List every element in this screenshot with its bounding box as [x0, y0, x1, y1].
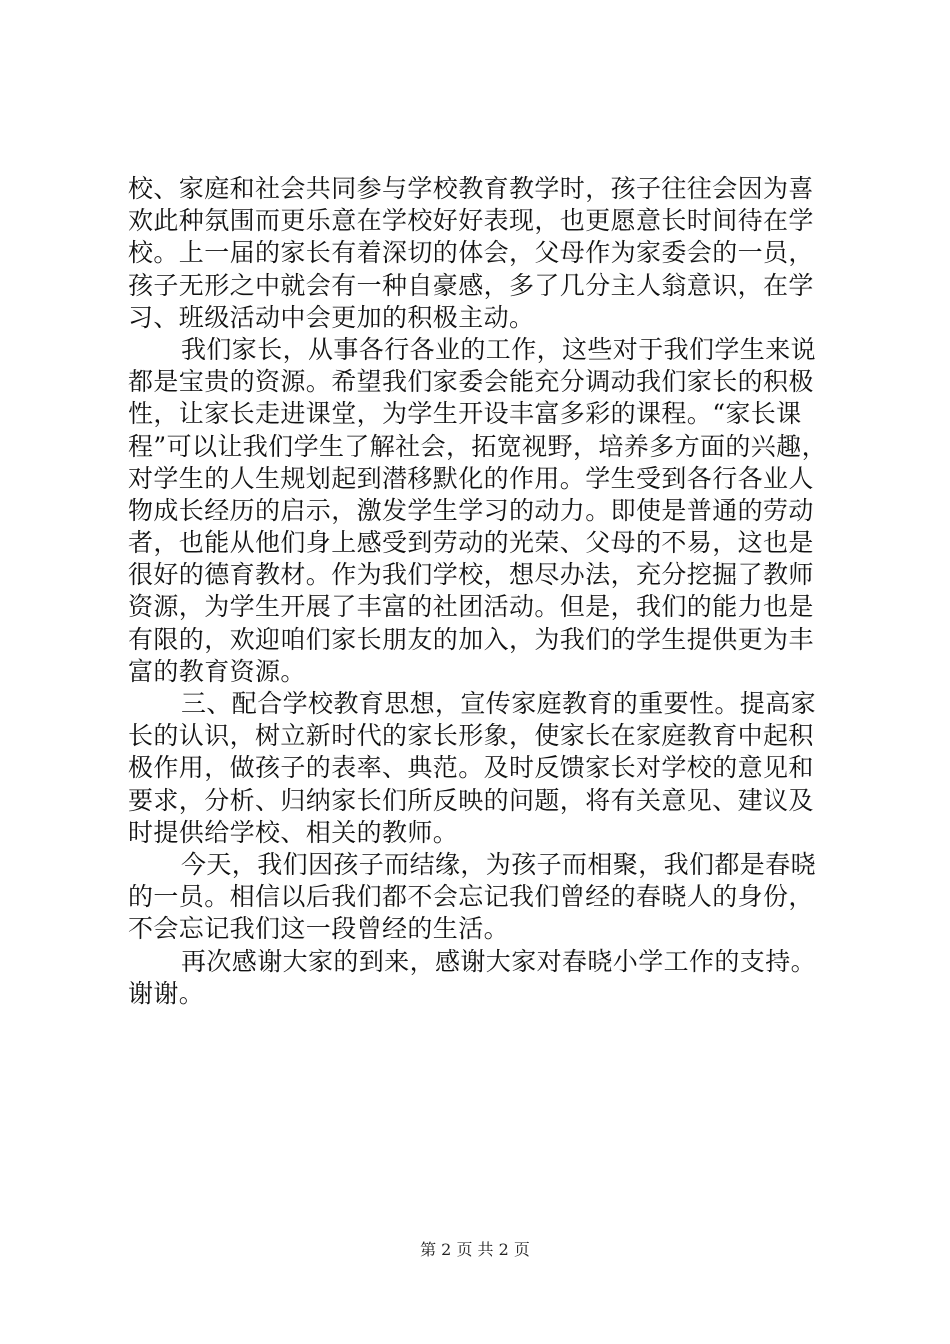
text-line: 今天，我们因孩子而结缘，为孩子而相聚，我们都是春晓 [181, 849, 817, 879]
text-line: 程”可以让我们学生了解社会，拓宽视野，培养多方面的兴趣， [128, 431, 827, 461]
text-line: 孩子无形之中就会有一种自豪感，多了几分主人翁意识，在学 [128, 270, 814, 300]
text-line: 时提供给学校、相关的教师。 [128, 817, 459, 847]
text-line: 不会忘记我们这一段曾经的生活。 [128, 914, 510, 944]
text-line: 再次感谢大家的到来，感谢大家对春晓小学工作的支持。 [181, 946, 817, 976]
text-line: 都是宝贵的资源。希望我们家委会能充分调动我们家长的积极 [128, 367, 814, 397]
text-line: 极作用，做孩子的表率、典范。及时反馈家长对学校的意见和 [128, 753, 814, 783]
text-line: 者，也能从他们身上感受到劳动的光荣、父母的不易，这也是 [128, 528, 814, 558]
text-line: 有限的，欢迎咱们家长朋友的加入，为我们的学生提供更为丰 [128, 624, 814, 654]
text-line: 要求，分析、归纳家长们所反映的问题，将有关意见、建议及 [128, 785, 814, 815]
body-text [128, 173, 828, 1010]
text-line: 性，让家长走进课堂，为学生开设丰富多彩的课程。“家长课 [128, 399, 802, 429]
text-line: 很好的德育教材。作为我们学校，想尽办法，充分挖掘了教师 [128, 560, 814, 590]
text-line: 对学生的人生规划起到潜移默化的作用。学生受到各行各业人 [128, 463, 814, 493]
text-line: 欢此种氛围而更乐意在学校好好表现，也更愿意长时间待在学 [128, 206, 814, 236]
text-line: 的一员。相信以后我们都不会忘记我们曾经的春晓人的身份， [128, 882, 814, 912]
text-line: 我们家长，从事各行各业的工作，这些对于我们学生来说 [181, 334, 817, 364]
text-line: 校、家庭和社会共同参与学校教育教学时，孩子往往会因为喜 [128, 174, 814, 203]
text-line: 三、配合学校教育思想，宣传家庭教育的重要性。提高家 [181, 689, 817, 718]
text-line: 资源，为学生开展了丰富的社团活动。但是，我们的能力也是 [128, 592, 814, 622]
page-footer: 第 2 页 共 2 页 [420, 1240, 530, 1259]
text-line: 谢谢。 [128, 978, 205, 1008]
text-line: 长的认识，树立新时代的家长形象，使家长在家庭教育中起积 [128, 721, 814, 751]
text-line: 富的教育资源。 [128, 656, 306, 686]
text-line: 习、班级活动中会更加的积极主动。 [128, 302, 535, 332]
text-line: 物成长经历的启示，激发学生学习的动力。即使是普通的劳动 [128, 495, 814, 525]
text-line: 校。上一届的家长有着深切的体会，父母作为家委会的一员， [128, 238, 814, 268]
